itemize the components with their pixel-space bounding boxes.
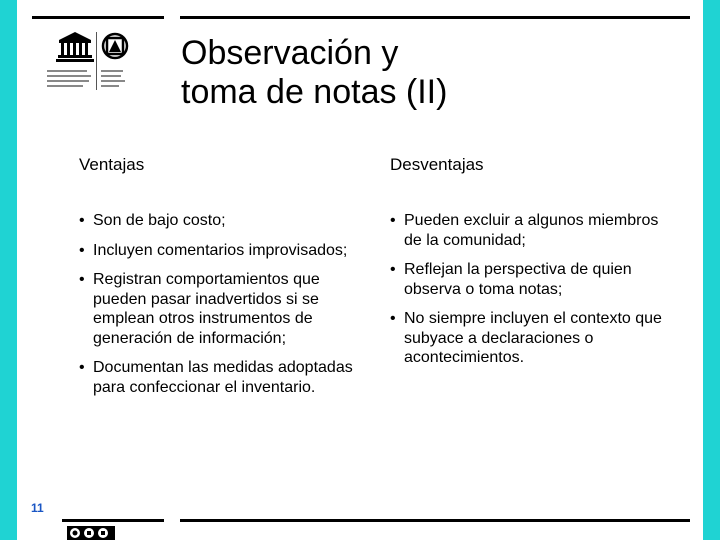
list-item [79,358,359,397]
list-item [79,241,359,261]
top-rule-left [32,16,164,19]
list-item [390,211,680,250]
heritage-emblem-icon [103,34,127,58]
unesco-logo [37,28,157,98]
bullet: • [79,212,85,229]
list-item [390,260,680,299]
advantages-heading: Ventajas [79,155,145,174]
list-item [79,211,359,231]
unesco-logo-icon [37,28,157,98]
top-rule-right [180,16,690,19]
list-item-text: Registran comportamientos que pueden pasar inadvertidos si se emplean otros instrumentos de generación de información; [93,271,320,347]
page-number: 11 [31,501,44,515]
disadvantages-column [390,155,680,378]
bullet: • [390,310,396,327]
bullet: • [79,271,85,288]
creative-commons-icon [67,522,115,540]
list-item-text: Pueden excluir a algunos miembros de la comunidad; [404,212,659,249]
bullet: • [390,212,396,229]
disadvantages-heading: Desventajas [390,155,484,174]
title-line-2: toma de notas (II) [181,73,448,111]
advantages-list [79,211,359,397]
title-line-1: Observación y [181,34,399,72]
advantages-column [79,155,359,407]
bottom-rule-right [180,519,690,522]
list-item-text: Son de bajo costo; [93,212,226,229]
disadvantages-list [390,211,680,368]
slide [17,0,703,540]
bullet: • [79,241,85,259]
bullet: • [79,359,85,376]
slide-title [181,34,661,112]
bullet: • [390,261,396,278]
list-item-text: Incluyen comentarios improvisados; [93,241,348,259]
list-item-text: Documentan las medidas adoptadas para confeccionar el inventario. [93,359,353,396]
list-item [79,270,359,348]
list-item-text: Reflejan la perspectiva de quien observa o toma notas; [404,261,632,298]
list-item-text: No siempre incluyen el contexto que subyace a declaraciones o acontecimientos. [404,310,662,366]
list-item [390,309,680,368]
license-badge [67,522,115,540]
